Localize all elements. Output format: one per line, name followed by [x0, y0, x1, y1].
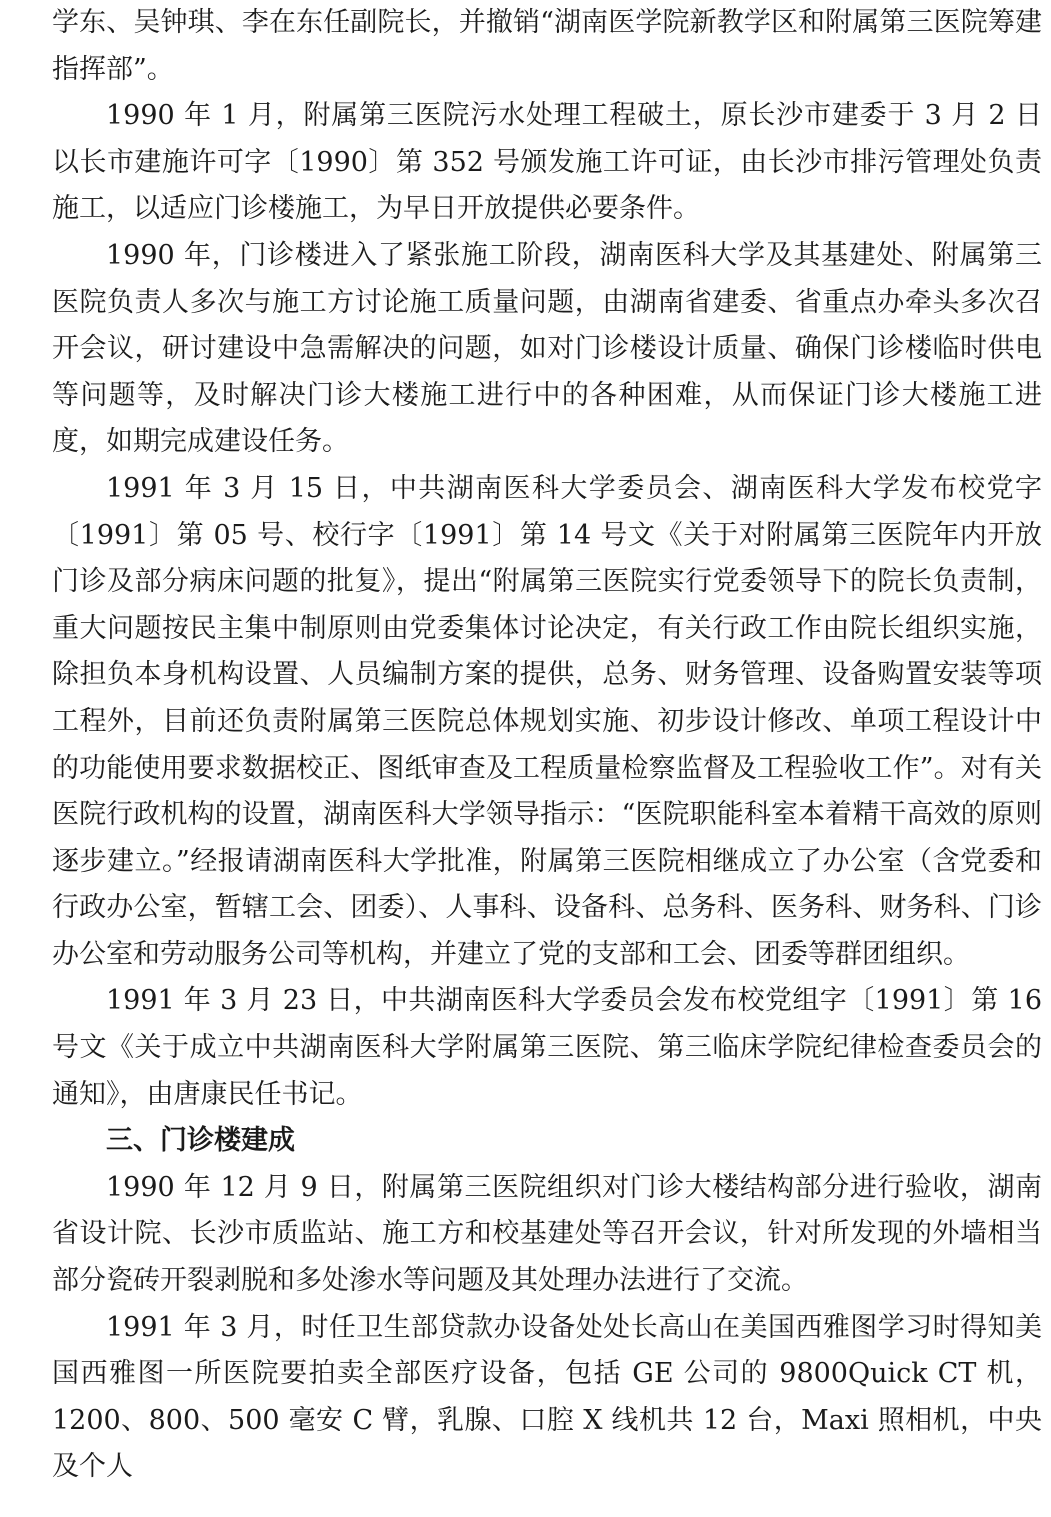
paragraph-structure-acceptance: 1990 年 12 月 9 日，附属第三医院组织对门诊大楼结构部分进行验收，湖南省设计院、长沙市质监站、施工方和校基建处等召开会议，针对所发现的外墙相当部分瓷砖开裂剥脱和多处渗水等问题及其处理办法进行了交流。 [52, 1171, 1042, 1297]
paragraph-party-reply-1991: 1991 年 3 月 15 日，中共湖南医科大学委员会、湖南医科大学发布校党字〔1991〕第 05 号、校行字〔1991〕第 14 号文《关于对附属第三医院年内开放门诊及部分病床问题的批复》，提出“附属第三医院实行党委领导下的院长负责制，重大问题按民主集中制原则由党委集体讨论决定，有关行政工作由院长组织实施，除担负本身机构设置、人员编制方案的提供，总务、财务管理、设备购置安装等项工程外，目前还负责附属第三医院总体规划实施、初步设计修改、单项工程设计中的功能使用要求数据校正、图纸审查及工程质量检察监督及工程验收工作”。对有关医院行政机构的设置，湖南医科大学领导指示：“医院职能科室本着精干高效的原则逐步建立。”经报请湖南医科大学批准，附属第三医院相继成立了办公室（含党委和行政办公室，暂辖工会、团委）、人事科、设备科、总务科、医务科、财务科、门诊办公室和劳动服务公司等机构，并建立了党的支部和工会、团委等群团组织。 [52, 472, 1042, 970]
paragraph-discipline-committee: 1991 年 3 月 23 日，中共湖南医科大学委员会发布校党组字〔1991〕第 16 号文《关于成立中共湖南医科大学附属第三医院、第三临床学院纪律检查委员会的通知》，由唐康民任书记。 [52, 985, 1042, 1110]
paragraph-sewage-project: 1990 年 1 月，附属第三医院污水处理工程破土，原长沙市建委于 3 月 2 日以长市建施许可字〔1990〕第 352 号颁发施工许可证，由长沙市排污管理处负责施工，以适应门诊楼施工，为早日开放提供必要条件。 [52, 100, 1042, 225]
section-heading: 三、门诊楼建成 [106, 1125, 295, 1157]
paragraph-equipment-auction: 1991 年 3 月，时任卫生部贷款办设备处处长高山在美国西雅图学习时得知美国西雅图一所医院要拍卖全部医疗设备，包括 GE 公司的 9800Quick CT 机，1200、800、500 毫安 C 臂，乳腺、口腔 X 线机共 12 台，Maxi 照相机，中央及个人 [52, 1311, 1042, 1483]
paragraph-continuation: 学东、吴钟琪、李在东任副院长，并撤销“湖南医学院新教学区和附属第三医院筹建指挥部”。 [52, 7, 1042, 85]
document-page [52, 0, 1042, 1491]
paragraph-construction-1990: 1990 年，门诊楼进入了紧张施工阶段，湖南医科大学及其基建处、附属第三医院负责人多次与施工方讨论施工质量问题，由湖南省建委、省重点办牵头多次召开会议，研讨建设中急需解决的问题，如对门诊楼设计质量、确保门诊楼临时供电等问题等，及时解决门诊大楼施工进行中的各种困难，从而保证门诊大楼施工进度，如期完成建设任务。 [52, 239, 1042, 458]
